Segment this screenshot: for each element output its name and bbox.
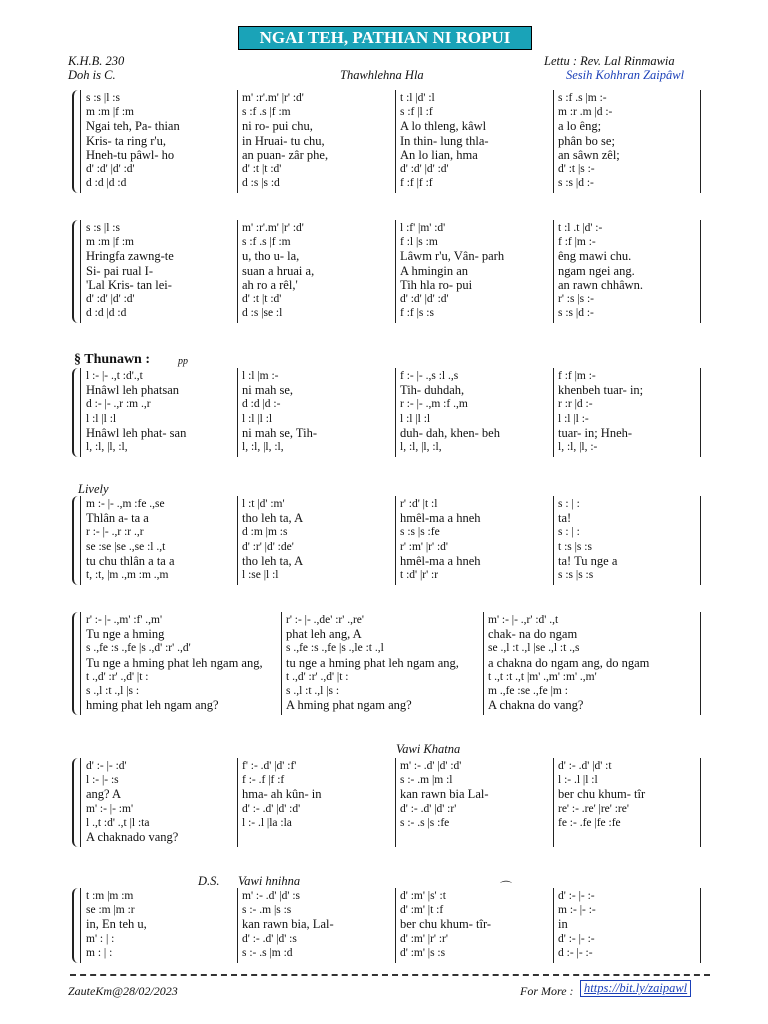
- measure-cell: d' :r' |d' :de': [242, 540, 294, 553]
- measure-cell: d :- |- .,r :m .,r: [86, 398, 151, 411]
- system-5-brace: [72, 612, 80, 715]
- measure-cell: m :m |f :m: [86, 106, 134, 119]
- measure-cell: s : | :: [558, 498, 580, 510]
- measure-cell: d' :m' |s' :t: [400, 890, 446, 902]
- measure-cell: A chaknado vang?: [86, 830, 179, 844]
- measure-cell: d :m |m :s: [242, 526, 288, 539]
- system-5-start-barline: [80, 612, 81, 715]
- measure-cell: duh- dah, khen- beh: [400, 425, 500, 440]
- measure-cell: m :- |- :-: [558, 904, 596, 917]
- system-4-barline: [395, 496, 396, 585]
- measure-cell: t :m |m :m: [86, 890, 134, 902]
- measure-cell: Hnâwl leh phatsan: [86, 383, 180, 398]
- measure-cell: d' :m' |t :f: [400, 904, 444, 917]
- measure-cell: r :- |- .,m :f .,m: [400, 398, 468, 411]
- measure-cell: s :s |l :s: [86, 222, 120, 234]
- measure-cell: in, En teh u,: [86, 917, 147, 932]
- measure-cell: ngam ngei ang.: [558, 263, 635, 278]
- system-2-brace: [72, 220, 80, 323]
- measure-cell: s :s |s :fe: [400, 526, 440, 539]
- measure-cell: r :r |d :-: [558, 398, 593, 411]
- measure-cell: A lo thleng, kâwl: [400, 119, 487, 134]
- composer-credit: Lettu : Rev. Lal Rinmawia: [544, 54, 675, 68]
- measure-cell: Thlân a- ta a: [86, 511, 149, 526]
- measure-cell: Ngai teh, Pa- thian: [86, 119, 180, 134]
- measure-cell: l :- |- .,t :d'.,t: [86, 370, 143, 382]
- measure-cell: t :l |d' :l: [400, 92, 435, 104]
- footer-link[interactable]: https://bit.ly/zaipawl: [580, 980, 691, 997]
- measure-cell: In thin- lung thla-: [400, 133, 489, 148]
- measure-cell: l :l |l :-: [558, 412, 589, 425]
- measure-cell: se .,l :t .,l |se .,l :t .,s: [488, 642, 580, 655]
- system-1-barline: [553, 90, 554, 193]
- measure-cell: m' :r'.m' |r' :d': [242, 92, 304, 104]
- measure-cell: khenbeh tuar- in;: [558, 383, 644, 398]
- measure-cell: m : | :: [86, 946, 113, 959]
- measure-cell: l :t |d' :m': [242, 498, 285, 510]
- measure-cell: s :- .s |s :fe: [400, 816, 450, 829]
- chorus-label: § Thunawn :: [74, 352, 151, 367]
- measure-cell: l :- .l |la :la: [242, 816, 292, 829]
- measure-cell: s :- .m |m :l: [400, 774, 453, 787]
- measure-cell: s :f .s |f :m: [242, 106, 291, 119]
- hymn-number: K.H.B. 230: [68, 54, 125, 68]
- measure-cell: Hringfa zawng-te: [86, 249, 174, 264]
- measure-cell: d :- |- :-: [558, 946, 593, 959]
- system-6-barline: [395, 758, 396, 847]
- measure-cell: tuar- in; Hneh-: [558, 425, 633, 440]
- measure-cell: d' :d' |d' :d': [400, 293, 449, 305]
- system-7-end-barline: [700, 888, 701, 963]
- system-2-barline: [237, 220, 238, 323]
- measure-cell: tu nge a hming phat leh ngam ang,: [286, 655, 459, 670]
- measure-cell: d' :- .d' |d' :s: [242, 932, 297, 945]
- first-ending-label: Vawi Khatna: [396, 742, 461, 756]
- system-3-start-barline: [80, 368, 81, 457]
- measure-cell: chak- na do ngam: [488, 627, 578, 642]
- system-6-end-barline: [700, 758, 701, 847]
- measure-cell: f' :- .d' |d' :f': [242, 760, 297, 772]
- footer-divider: [70, 974, 710, 976]
- system-4-barline: [553, 496, 554, 585]
- measure-cell: s .,fe :s .,fe |s .,d' :r' .,d': [86, 642, 191, 655]
- measure-cell: s :f |l :f: [400, 106, 433, 119]
- measure-cell: hmêl-ma a hneh: [400, 553, 481, 568]
- measure-cell: l :- |- :s: [86, 774, 119, 787]
- measure-cell: t .,d' :r' .,d' |t :: [286, 670, 349, 683]
- system-3-barline: [553, 368, 554, 457]
- measure-cell: m :- |- .,m :fe .,se: [86, 498, 165, 510]
- measure-cell: d' :d' |d' :d': [86, 293, 135, 305]
- measure-cell: d :d |d :d: [86, 177, 127, 190]
- measure-cell: êng mawi chu.: [558, 249, 632, 264]
- measure-cell: ah ro a rêl,': [242, 277, 298, 292]
- system-4-start-barline: [80, 496, 81, 585]
- measure-cell: d' :- .d' |d' :d': [242, 802, 301, 815]
- system-3-barline: [237, 368, 238, 457]
- measure-cell: ta! Tu nge a: [558, 553, 618, 568]
- measure-cell: d :s |se :l: [242, 307, 283, 320]
- measure-cell: An lo lian, hma: [400, 147, 478, 162]
- system-1-start-barline: [80, 90, 81, 193]
- measure-cell: Kris- ta ring r'u,: [86, 133, 167, 148]
- system-3-brace: [72, 368, 80, 457]
- song-title: NGAI TEH, PATHIAN NI ROPUI: [238, 26, 532, 50]
- measure-cell: s :s |s :s: [558, 569, 594, 581]
- measure-cell: m' :- |- :m': [86, 802, 134, 815]
- measure-cell: fe :- .fe |fe :fe: [558, 816, 621, 829]
- measure-cell: m' :- |- .,r' :d' .,t: [488, 614, 559, 626]
- measure-cell: l .,t :d' .,t |l :ta: [86, 816, 150, 829]
- measure-cell: s .,l :t .,l |s :: [86, 685, 140, 697]
- measure-cell: l :l |m :-: [242, 370, 279, 382]
- key-signature: Doh is C.: [68, 68, 116, 82]
- measure-cell: d' :d' |d' :d': [400, 163, 449, 175]
- measure-cell: hmêl-ma a hneh: [400, 511, 481, 526]
- measure-cell: d :s |s :d: [242, 177, 280, 190]
- measure-cell: r' :d' |t :l: [400, 498, 438, 510]
- measure-cell: d' :t |s :-: [558, 163, 595, 175]
- measure-cell: Tih- duhdah,: [400, 383, 465, 398]
- measure-cell: hma- ah kûn- in: [242, 787, 322, 802]
- measure-cell: re' :- .re' |re' :re': [558, 802, 629, 815]
- measure-cell: l :l |l :l: [242, 412, 273, 425]
- measure-cell: Si- pai rual I-: [86, 263, 153, 278]
- system-2-barline: [553, 220, 554, 323]
- system-6-barline: [237, 758, 238, 847]
- measure-cell: an sâwn zêl;: [558, 147, 620, 162]
- measure-cell: l, :l, |l, :l,: [242, 441, 284, 453]
- measure-cell: m' : | :: [86, 932, 115, 945]
- measure-cell: phân bo se;: [558, 133, 615, 148]
- dal-segno-label: D.S.: [198, 874, 220, 888]
- measure-cell: d' :- |- :-: [558, 932, 595, 945]
- measure-cell: an puan- zâr phe,: [242, 147, 329, 162]
- measure-cell: l :f' |m' :d': [400, 222, 446, 234]
- measure-cell: s :s |d :-: [558, 307, 594, 320]
- tempo-label: Lively: [78, 482, 109, 496]
- measure-cell: Tu nge a hming phat leh ngam ang,: [86, 655, 263, 670]
- footer-signature: ZauteKm@28/02/2023: [68, 984, 178, 998]
- measure-cell: s :s |d :-: [558, 177, 594, 190]
- measure-cell: t .,d' :r' .,d' |t :: [86, 670, 149, 683]
- system-6-brace: [72, 758, 80, 847]
- system-7-barline: [237, 888, 238, 963]
- measure-cell: f :- |- .,s :l .,s: [400, 370, 459, 382]
- measure-cell: in Hruai- tu chu,: [242, 133, 325, 148]
- system-5-barline: [281, 612, 282, 715]
- measure-cell: f :f |s :s: [400, 307, 434, 320]
- measure-cell: a chakna do ngam ang, do ngam: [488, 655, 650, 670]
- measure-cell: s :s |l :s: [86, 92, 120, 104]
- measure-cell: tu chu thlân a ta a: [86, 553, 175, 568]
- system-7-brace: [72, 888, 80, 963]
- system-2-start-barline: [80, 220, 81, 323]
- system-1-brace: [72, 90, 80, 193]
- measure-cell: l, :l, |l, :-: [558, 441, 598, 453]
- measure-cell: d' :- |- :-: [558, 890, 595, 902]
- measure-cell: d' :t |t :d': [242, 293, 282, 305]
- measure-cell: t :d' |r' :r: [400, 569, 439, 581]
- measure-cell: tho leh ta, A: [242, 511, 304, 526]
- measure-cell: r' :m' |r' :d': [400, 540, 448, 553]
- measure-cell: s :f .s |f :m: [242, 236, 291, 249]
- measure-cell: f :f |m :-: [558, 236, 596, 249]
- measure-cell: s .,fe :s .,fe |s .,le :t .,l: [286, 642, 384, 655]
- measure-cell: l :se |l :l: [242, 569, 279, 581]
- system-2-barline: [395, 220, 396, 323]
- measure-cell: t .,t :t .,t |m' .,m' :m' .,m': [488, 670, 597, 683]
- measure-cell: ta!: [558, 511, 572, 526]
- measure-cell: Tih hla ro- pui: [400, 277, 473, 292]
- measure-cell: r' :- |- .,m' :f' .,m': [86, 614, 163, 626]
- measure-cell: Lâwm r'u, Vân- parh: [400, 249, 505, 264]
- fermata-icon: ⌒: [500, 880, 513, 894]
- system-4-brace: [72, 496, 80, 585]
- measure-cell: hming phat leh ngam ang?: [86, 698, 219, 713]
- system-7-start-barline: [80, 888, 81, 963]
- system-1-barline: [395, 90, 396, 193]
- system-6-start-barline: [80, 758, 81, 847]
- measure-cell: l :l |l :l: [400, 412, 431, 425]
- measure-cell: d :d |d :-: [242, 398, 281, 411]
- measure-cell: d :d |d :d: [86, 307, 127, 320]
- measure-cell: m :r .m |d :-: [558, 106, 613, 119]
- measure-cell: A hmingin an: [400, 263, 469, 278]
- measure-cell: m' :- .d' |d' :d': [400, 760, 462, 772]
- measure-cell: A chakna do vang?: [488, 698, 584, 713]
- measure-cell: ang? A: [86, 787, 122, 802]
- measure-cell: tho leh ta, A: [242, 553, 304, 568]
- measure-cell: s :f .s |m :-: [558, 92, 607, 104]
- measure-cell: l, :l, |l, :l,: [400, 441, 442, 453]
- system-3-barline: [395, 368, 396, 457]
- system-4-end-barline: [700, 496, 701, 585]
- measure-cell: d' :- .d' |d' :r': [400, 802, 457, 815]
- measure-cell: l :l |l :l: [86, 412, 117, 425]
- measure-cell: s : | :: [558, 526, 580, 539]
- measure-cell: 'Lal Kris- tan lei-: [86, 277, 172, 292]
- measure-cell: kan rawn bia Lal-: [400, 787, 489, 802]
- arranger-credit: Sesih Kohhran Zaipâwl: [566, 68, 685, 82]
- footer-more-label: For More :: [520, 984, 574, 998]
- dynamic-mark: pp: [178, 356, 188, 367]
- system-7-barline: [395, 888, 396, 963]
- measure-cell: kan rawn bia, Lal-: [242, 917, 334, 932]
- measure-cell: r :- |- .,r :r .,r: [86, 526, 144, 539]
- system-5-barline: [483, 612, 484, 715]
- measure-cell: f :l |s :m: [400, 236, 438, 249]
- measure-cell: d' :d' |d' :d': [86, 163, 135, 175]
- measure-cell: t, :t, |m .,m :m .,m: [86, 569, 169, 581]
- system-7-barline: [553, 888, 554, 963]
- measure-cell: d' :- .d' |d' :t: [558, 760, 612, 772]
- measure-cell: se :se |se .,se :l .,t: [86, 540, 166, 553]
- system-1-end-barline: [700, 90, 701, 193]
- system-5-end-barline: [700, 612, 701, 715]
- measure-cell: r' :- |- .,de' :r' .,re': [286, 614, 364, 626]
- measure-cell: Hneh-tu pâwl- ho: [86, 147, 175, 162]
- measure-cell: d' :t |t :d': [242, 163, 282, 175]
- tune-name: Thawhlehna Hla: [340, 68, 424, 82]
- measure-cell: t :l .t |d' :-: [558, 222, 603, 234]
- measure-cell: an rawn chhâwn.: [558, 277, 644, 292]
- measure-cell: d' :m' |r' :r': [400, 932, 448, 945]
- measure-cell: s :- .s |m :d: [242, 946, 293, 959]
- system-2-end-barline: [700, 220, 701, 323]
- measure-cell: l :- .l |l :l: [558, 774, 598, 787]
- system-4-barline: [237, 496, 238, 585]
- measure-cell: ni mah se, Tih-: [242, 425, 318, 440]
- measure-cell: s .,l :t .,l |s :: [286, 685, 340, 697]
- measure-cell: ni mah se,: [242, 383, 294, 398]
- measure-cell: ni ro- pui chu,: [242, 119, 313, 134]
- measure-cell: r' :s |s :-: [558, 293, 594, 305]
- measure-cell: m .,fe :se .,fe |m :: [488, 685, 568, 697]
- measure-cell: s :- .m |s :s: [242, 904, 292, 917]
- measure-cell: d' :m' |s :s: [400, 946, 446, 959]
- measure-cell: m' :- .d' |d' :s: [242, 890, 301, 902]
- measure-cell: se :m |m :r: [86, 904, 135, 917]
- measure-cell: f :- .f |f :f: [242, 774, 285, 787]
- measure-cell: ber chu khum- tîr: [558, 787, 646, 802]
- measure-cell: m :m |f :m: [86, 236, 134, 249]
- measure-cell: m' :r'.m' |r' :d': [242, 222, 304, 234]
- measure-cell: ber chu khum- tîr-: [400, 917, 492, 932]
- measure-cell: d' :- |- :d': [86, 760, 127, 772]
- system-6-barline: [553, 758, 554, 847]
- measure-cell: in: [558, 917, 568, 932]
- measure-cell: a lo êng;: [558, 119, 602, 134]
- measure-cell: l, :l, |l, :l,: [86, 441, 128, 453]
- system-1-barline: [237, 90, 238, 193]
- measure-cell: A hming phat ngam ang?: [286, 698, 412, 713]
- measure-cell: suan a hruai a,: [242, 263, 315, 278]
- measure-cell: Tu nge a hming: [86, 627, 165, 642]
- measure-cell: f :f |f :f: [400, 177, 433, 190]
- measure-cell: f :f |m :-: [558, 370, 596, 382]
- measure-cell: Hnâwl leh phat- san: [86, 425, 187, 440]
- system-3-end-barline: [700, 368, 701, 457]
- second-ending-label: Vawi hnihna: [238, 874, 301, 888]
- measure-cell: t :s |s :s: [558, 540, 592, 553]
- measure-cell: phat leh ang, A: [286, 627, 362, 642]
- measure-cell: u, tho u- la,: [242, 249, 300, 264]
